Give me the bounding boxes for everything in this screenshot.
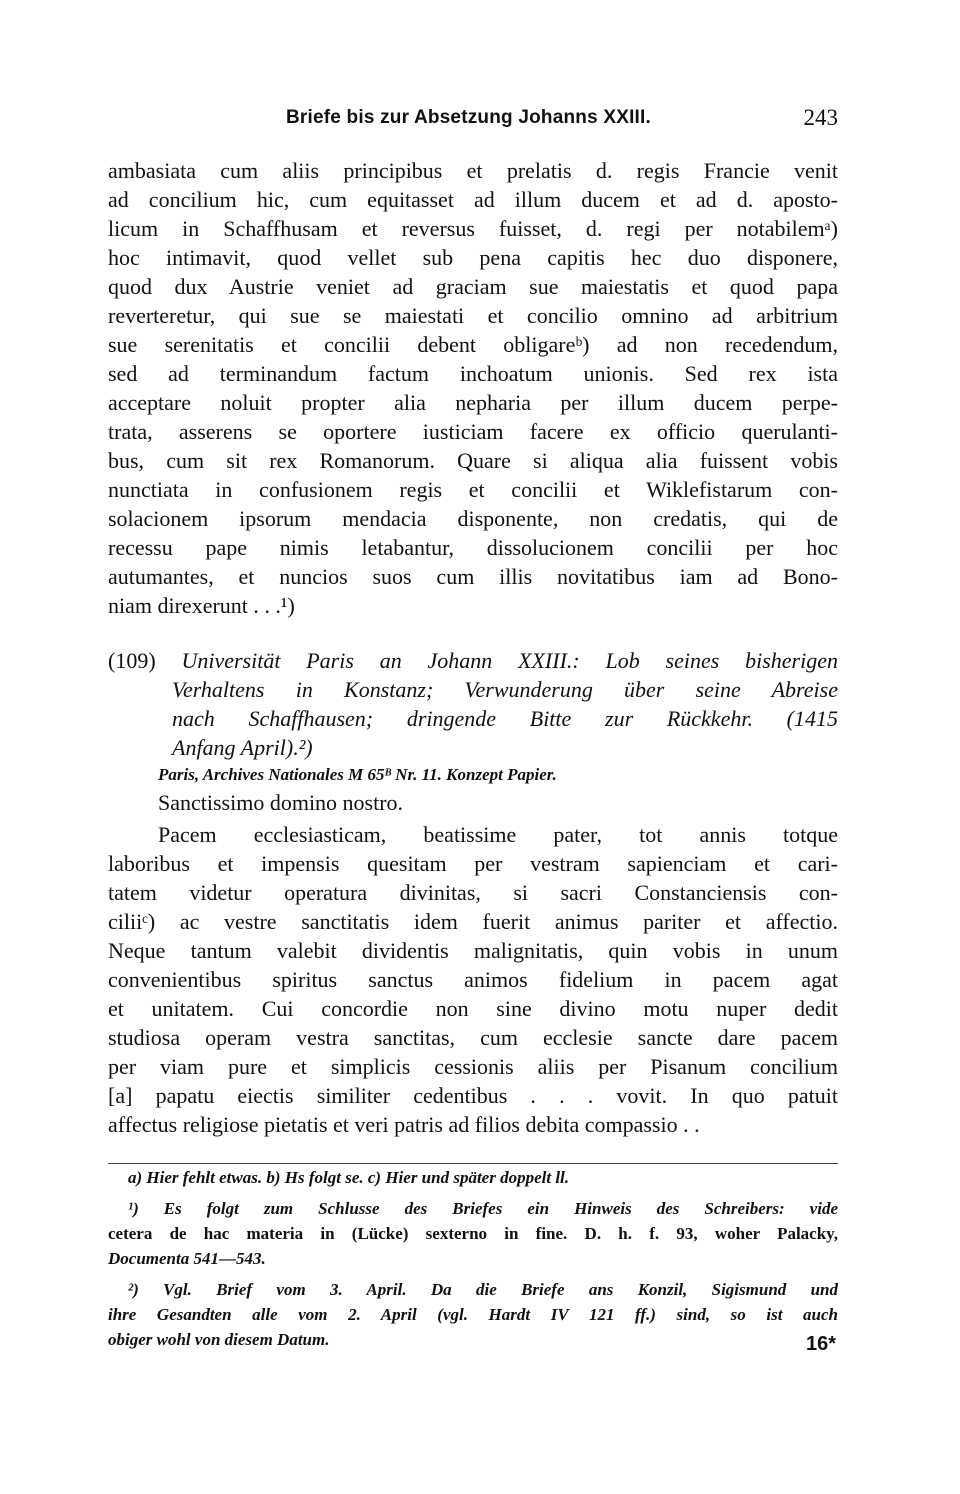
entry-heading-line: nach Schaffhausen; dringende Bitte zur Rückkehr. (1415 xyxy=(172,706,838,731)
text-line: Neque tantum valebit dividentis malignitatis, quin vobis in unum xyxy=(108,938,838,963)
text-line: et unitatem. Cui concordie non sine divino motu nuper dedit xyxy=(108,996,838,1021)
text-line: ciliiᶜ) ac vestre sanctitatis idem fuerit animus pariter et affectio. xyxy=(108,909,838,934)
text-line: quod dux Austrie veniet ad graciam sue maiestatis et quod papa xyxy=(108,274,838,299)
footnote-2-line: ²) Vgl. Brief vom 3. April. Da die Briefe ans Konzil, Sigismund und xyxy=(128,1280,838,1299)
text-line: acceptare noluit propter alia nepharia per illum ducem perpe- xyxy=(108,390,838,415)
footnote-2-line: obiger wohl von diesem Datum. xyxy=(108,1330,330,1349)
footnote-divider xyxy=(108,1163,838,1164)
text-line: licum in Schaffhusam et reversus fuisset, d. regi per notabilemᵃ) xyxy=(108,216,838,241)
page-number: 243 xyxy=(803,105,838,130)
text-line: [a] papatu eiectis similiter cedentibus . . . vovit. In quo patuit xyxy=(108,1083,838,1108)
page-header xyxy=(108,103,838,135)
footnote-2-line: ihre Gesandten alle vom 2. April (vgl. Hardt IV 121 ff.) sind, so ist auch xyxy=(108,1305,838,1324)
signature-mark: 16* xyxy=(805,1333,836,1355)
text-line: laboribus et impensis quesitam per vestram sapienciam et cari- xyxy=(108,851,838,876)
footnote-1-line: ¹) Es folgt zum Schlusse des Briefes ein Hinweis des Schreibers: vide xyxy=(128,1199,838,1218)
text-line: autumantes, et nuncios suos cum illis novitatibus iam ad Bono- xyxy=(108,564,838,589)
letter-body xyxy=(108,820,838,1139)
text-line: niam direxerunt . . .¹) xyxy=(108,593,295,618)
entry-title: Universität Paris an Johann XXIII.: Lob seines bisherigen xyxy=(181,648,838,673)
entry-heading-line: Verhaltens in Konstanz; Verwunderung über seine Abreise xyxy=(172,677,838,702)
footnote-letters: a) Hier fehlt etwas. b) Hs folgt se. c) Hier und später doppelt ll. xyxy=(128,1168,570,1187)
salutation: Sanctissimo domino nostro. xyxy=(158,790,404,815)
text-line: reverteretur, qui sue se maiestati et concilio omnino ad arbitrium xyxy=(108,303,838,328)
text-line: sed ad terminandum factum inchoatum unionis. Sed rex ista xyxy=(108,361,838,386)
text-line: studiosa operam vestra sanctitas, cum ecclesie sancte dare pacem xyxy=(108,1025,838,1050)
text-line: nunctiata in confusionem regis et concilii et Wiklefistarum con- xyxy=(108,477,838,502)
text-line: tatem videtur operatura divinitas, si sacri Constanciensis con- xyxy=(108,880,838,905)
running-title: Briefe bis zur Absetzung Johanns XXIII. xyxy=(286,107,651,128)
text-line: sue serenitatis et concilii debent obligareᵇ) ad non recedendum, xyxy=(108,332,838,357)
text-line: solacionem ipsorum mendacia disponente, non credatis, qui de xyxy=(108,506,838,531)
entry-heading-line xyxy=(108,646,838,675)
source-reference: Paris, Archives Nationales M 65ᴮ Nr. 11. Konzept Papier. xyxy=(158,765,557,784)
text-line: recessu pape nimis letabantur, dissolucionem concilii per hoc xyxy=(108,535,838,560)
entry-number: (109) xyxy=(108,648,156,673)
letter-continuation xyxy=(108,156,838,620)
entry-heading xyxy=(108,646,838,762)
text-line: ad concilium hic, cum equitasset ad illum ducem et ad d. aposto- xyxy=(108,187,838,212)
footnote-1-line: Documenta 541—543. xyxy=(108,1249,266,1268)
text-line: per viam pure et simplicis cessionis aliis per Pisanum concilium xyxy=(108,1054,838,1079)
text-line: convenientibus spiritus sanctus animos fidelium in pacem agat xyxy=(108,967,838,992)
text-line: trata, asserens se oportere iusticiam facere ex officio querulanti- xyxy=(108,419,838,444)
text-line: Pacem ecclesiasticam, beatissime pater, tot annis totque xyxy=(158,822,838,847)
text-line: ambasiata cum aliis principibus et prelatis d. regis Francie venit xyxy=(108,158,838,183)
footnote-1-line: cetera de hac materia in (Lücke) sexterno in fine. D. h. f. 93, woher Palacky, xyxy=(108,1224,838,1243)
text-line: affectus religiose pietatis et veri patris ad filios debita compassio . . xyxy=(108,1112,700,1137)
text-line: hoc intimavit, quod vellet sub pena capitis hec duo disponere, xyxy=(108,245,838,270)
text-line: bus, cum sit rex Romanorum. Quare si aliqua alia fuissent vobis xyxy=(108,448,838,473)
entry-heading-line: Anfang April).²) xyxy=(172,735,313,760)
footnotes xyxy=(108,1165,838,1352)
